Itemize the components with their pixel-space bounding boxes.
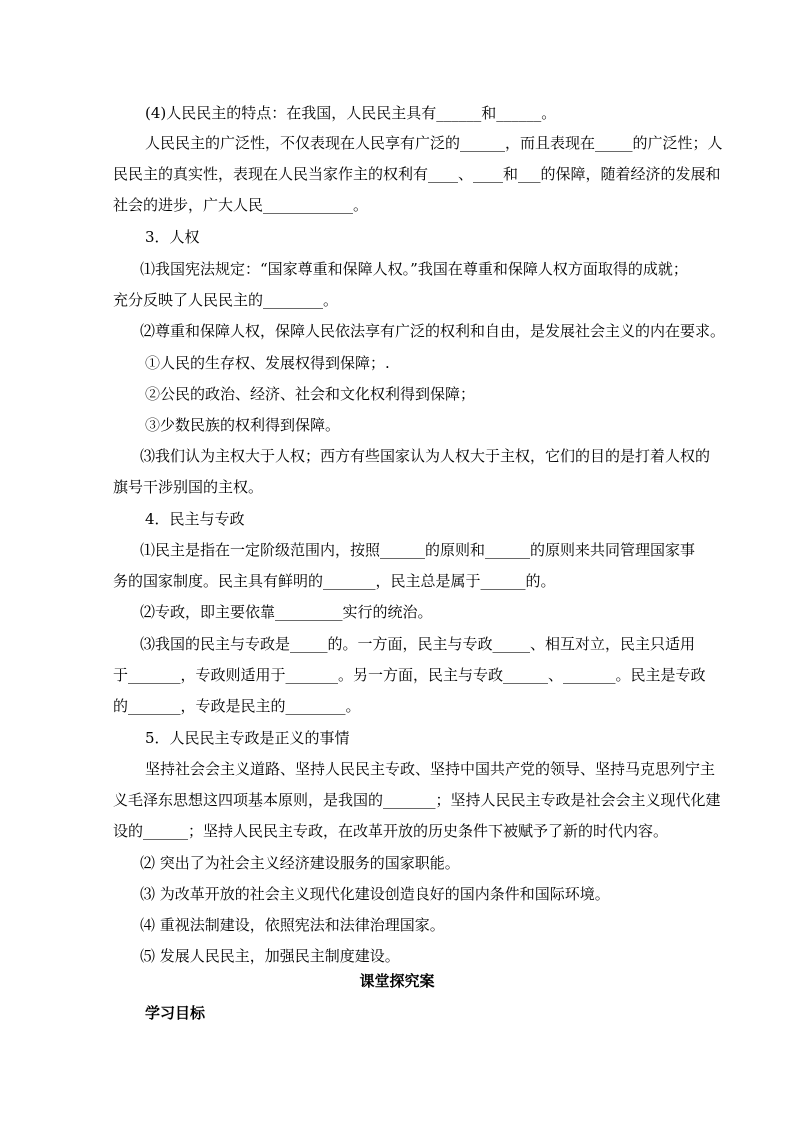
text-line-12: ⑶我们认为主权大于人权；西方有些国家认为人权大于主权，它们的目的是打着人权的 bbox=[140, 447, 711, 465]
text-line-28: ⑸ 发展人民民主，加强民主制度建设。 bbox=[140, 947, 400, 965]
text-line-27: ⑷ 重视法制建设，依照宪法和法律治理国家。 bbox=[140, 916, 445, 934]
text-line-17: ⑵专政，即主要依靠_________实行的统治。 bbox=[140, 603, 433, 621]
text-line-8: ⑵尊重和保障人权，保障人民依法享有广泛的权利和自由，是发展社会主义的内在要求。 bbox=[140, 322, 726, 340]
text-line-4: 社会的进步，广大人民____________。 bbox=[113, 196, 369, 214]
text-line-13: 旗号干涉别国的主权。 bbox=[113, 478, 264, 496]
section-heading-5: 5．人民民主专政是正义的事情 bbox=[145, 729, 350, 747]
text-line-11: ③少数民族的权利得到保障。 bbox=[145, 416, 341, 434]
text-line-22: 坚持社会会主义道路、坚持人民民主专政、坚持中国共产党的领导、坚持马克思列宁主 bbox=[145, 760, 716, 778]
text-line-3: 民民主的真实性，表现在人民当家作主的权利有____、____和___的保障，随着经济的发展和 bbox=[113, 165, 721, 183]
text-line-25: ⑵ 突出了为社会主义经济建设服务的国家职能。 bbox=[140, 854, 460, 872]
text-line-6: ⑴我国宪法规定：“国家尊重和保障人权。”我国在尊重和保障人权方面取得的成就； bbox=[140, 260, 688, 278]
section-heading-3: 3．人权 bbox=[145, 228, 200, 246]
text-line-1: (4)人民民主的特点：在我国，人民民主具有______和______。 bbox=[145, 104, 557, 122]
text-line-2: 人民民主的广泛性，不仅表现在人民享有广泛的______，而且表现在_____的广泛性；人 bbox=[145, 134, 723, 152]
text-line-16: 务的国家制度。民主具有鲜明的_______，民主总是属于______的。 bbox=[113, 572, 556, 590]
text-line-19: 于_______，专政则适用于_______。另一方面，民主与专政______、_______。民主是专政 bbox=[113, 666, 706, 684]
text-line-10: ②公民的政治、经济、社会和文化权利得到保障； bbox=[145, 385, 476, 403]
text-line-23: 义毛泽东思想这四项基本原则，是我国的_______；坚持人民民主专政是社会会主义现代化建 bbox=[113, 791, 721, 809]
text-line-7: 充分反映了人民民主的________。 bbox=[113, 291, 339, 309]
section-title: 课堂探究案 bbox=[359, 972, 435, 990]
subsection-title: 学习目标 bbox=[145, 1004, 206, 1022]
text-line-18: ⑶我国的民主与专政是_____的。一方面，民主与专政_____、相互对立，民主只适用 bbox=[140, 635, 696, 653]
text-line-15: ⑴民主是指在一定阶级范围内，按照______的原则和______的原则来共同管理国家事 bbox=[140, 541, 696, 559]
text-line-20: 的_______，专政是民主的________。 bbox=[113, 697, 361, 715]
text-line-9: ①人民的生存权、发展权得到保障；. bbox=[145, 354, 390, 372]
text-line-24: 设的______；坚持人民民主专政，在改革开放的历史条件下被赋予了新的时代内容。 bbox=[113, 822, 669, 840]
section-heading-4: 4．民主与专政 bbox=[145, 510, 245, 528]
text-line-26: ⑶ 为改革开放的社会主义现代化建设创造良好的国内条件和国际环境。 bbox=[140, 885, 610, 903]
